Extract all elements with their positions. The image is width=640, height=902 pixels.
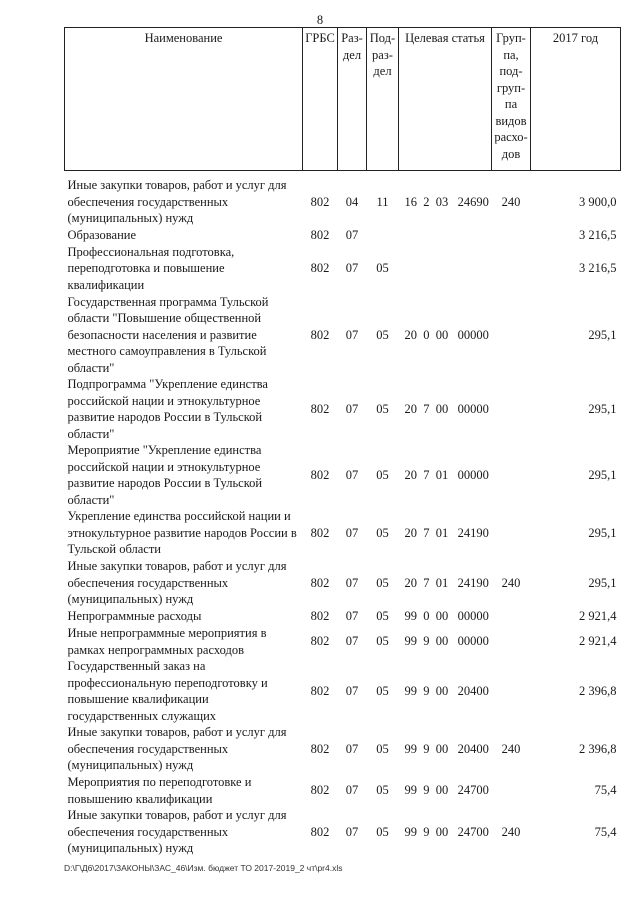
row-subsection: 05: [376, 261, 389, 276]
row-group: [492, 608, 531, 625]
row-amount: 75,4: [594, 783, 617, 798]
row-target: 20 7 00 00000: [404, 401, 489, 416]
row-target: 16 2 03 24690: [404, 194, 489, 209]
table-row: [65, 171, 621, 227]
table-row: [65, 625, 621, 658]
table-row: [65, 508, 621, 558]
row-target: 99 9 00 20400: [404, 683, 489, 698]
row-grbs: 802: [310, 525, 330, 540]
row-group: [492, 376, 531, 442]
row-name: Образование: [67, 227, 137, 242]
row-target: 99 9 00 20400: [404, 741, 489, 756]
row-target: 20 7 01 00000: [404, 467, 489, 482]
table-row: [65, 376, 621, 442]
row-section: 07: [345, 525, 359, 540]
row-subsection: 05: [376, 575, 389, 590]
row-amount: 3 216,5: [579, 261, 617, 276]
row-section: 07: [345, 824, 359, 839]
row-grbs: 802: [310, 609, 330, 624]
row-subsection: [367, 227, 399, 244]
row-amount: 75,4: [594, 824, 617, 839]
table-row: [65, 774, 621, 807]
row-subsection: 05: [376, 525, 389, 540]
row-grbs: 802: [310, 634, 330, 649]
row-target: [399, 244, 492, 294]
page-number: 8: [316, 13, 324, 27]
row-group: [492, 774, 531, 807]
row-section: 07: [345, 783, 359, 798]
row-name: Иные закупки товаров, работ и услуг для обеспечения государственных (муниципальных) нужд: [67, 808, 287, 856]
row-group: [492, 442, 531, 508]
row-grbs: 802: [310, 824, 330, 839]
row-section: 07: [345, 467, 359, 482]
row-grbs: 802: [310, 575, 330, 590]
row-section: 07: [345, 401, 359, 416]
table-row: [65, 608, 621, 625]
row-amount: 295,1: [588, 575, 617, 590]
row-amount: 295,1: [588, 525, 617, 540]
row-subsection: 05: [376, 783, 389, 798]
row-amount: 295,1: [588, 327, 617, 342]
row-amount: 295,1: [588, 467, 617, 482]
row-section: 07: [345, 741, 359, 756]
row-target: 99 9 00 24700: [404, 783, 489, 798]
row-amount: 2 396,8: [579, 683, 617, 698]
header-name: Наименование: [65, 28, 303, 171]
row-name: Иные закупки товаров, работ и услуг для обеспечения государственных (муниципальных) нужд: [67, 725, 287, 773]
row-subsection: 05: [376, 609, 389, 624]
row-grbs: 802: [310, 327, 330, 342]
header-section-display: Раз- дел: [341, 31, 363, 62]
row-name: Подпрограмма "Укрепление единства российской нации и этнокультурное развитие народов России в Тульской области": [67, 377, 268, 441]
header-grbs: ГРБС: [303, 28, 338, 171]
row-amount: 2 396,8: [579, 741, 617, 756]
file-path-footer: D:\Г\Д6\2017\ЗАКОНЫ\ЗАС_46\Изм. бюджет ТО 2017-2019_2 чт\pr4.xls: [64, 863, 343, 873]
row-subsection: 05: [376, 634, 389, 649]
row-grbs: 802: [310, 683, 330, 698]
header-group-display: Груп- па, под- груп- па видов расхо- дов: [494, 31, 528, 161]
row-name: Иные закупки товаров, работ и услуг для обеспечения государственных (муниципальных) нужд: [67, 559, 287, 607]
row-target: 99 9 00 00000: [404, 634, 489, 649]
header-subsection-display: Под- раз- дел: [369, 31, 396, 78]
row-group: [492, 508, 531, 558]
row-section: 07: [345, 261, 359, 276]
table-row: [65, 442, 621, 508]
row-subsection: 05: [376, 327, 389, 342]
row-amount: 3 900,0: [579, 194, 617, 209]
row-group: 240: [501, 575, 521, 590]
row-section: 07: [345, 327, 359, 342]
row-name: Профессиональная подготовка, переподготовка и повышение квалификации: [67, 244, 235, 292]
row-section: 07: [345, 227, 359, 242]
row-target: 20 0 00 00000: [404, 327, 489, 342]
row-name: Иные непрограммные мероприятия в рамках непрограммных расходов: [67, 626, 267, 657]
header-target: Целевая статья: [399, 28, 492, 171]
row-name: Иные закупки товаров, работ и услуг для обеспечения государственных (муниципальных) нужд: [67, 178, 287, 225]
row-group: [492, 294, 531, 377]
row-name: Мероприятие "Укрепление единства российской нации и этнокультурное развитие народов России в Тульской области": [67, 443, 263, 507]
row-subsection: 05: [376, 683, 389, 698]
row-target: [399, 227, 492, 244]
row-group: 240: [501, 194, 521, 209]
header-subsection: [367, 28, 399, 171]
row-subsection: 05: [376, 401, 389, 416]
row-group: [492, 244, 531, 294]
budget-table: [64, 27, 621, 857]
table-row: [65, 227, 621, 244]
table-row: [65, 558, 621, 608]
table-row: [65, 658, 621, 724]
table-row: [65, 294, 621, 377]
row-section: 07: [345, 634, 359, 649]
row-target: 20 7 01 24190: [404, 575, 489, 590]
row-section: 04: [345, 194, 359, 209]
row-name: Непрограммные расходы: [67, 609, 202, 624]
row-grbs: 802: [310, 783, 330, 798]
header-section: [338, 28, 367, 171]
row-grbs: 802: [310, 261, 330, 276]
row-name: Государственная программа Тульской области "Повышение общественной безопасности населения и развитие местного самоуправления в Тульской области": [67, 294, 269, 375]
row-group: 240: [501, 741, 521, 756]
row-name: Укрепление единства российской нации и этнокультурное развитие народов России в Тульской области: [67, 509, 297, 557]
table-row: [65, 724, 621, 774]
row-section: 07: [345, 683, 359, 698]
table-header-row: [65, 28, 621, 171]
row-name: Мероприятия по переподготовке и повышению квалификации: [67, 775, 252, 806]
row-grbs: 802: [310, 227, 330, 242]
row-amount: 295,1: [588, 401, 617, 416]
row-target: 99 9 00 24700: [404, 824, 489, 839]
row-target: 20 7 01 24190: [404, 525, 489, 540]
row-subsection: 05: [376, 824, 389, 839]
row-target: 99 0 00 00000: [404, 609, 489, 624]
row-amount: 2 921,4: [579, 609, 617, 624]
row-group: [492, 658, 531, 724]
row-subsection: 05: [376, 741, 389, 756]
row-group: [492, 625, 531, 658]
row-section: 07: [345, 575, 359, 590]
row-grbs: 802: [310, 467, 330, 482]
row-amount: 2 921,4: [579, 634, 617, 649]
row-grbs: 802: [310, 741, 330, 756]
row-grbs: 802: [310, 401, 330, 416]
table-body: [65, 171, 621, 858]
row-subsection: 11: [376, 194, 389, 209]
row-group: 240: [501, 824, 521, 839]
row-section: 07: [345, 609, 359, 624]
row-subsection: 05: [376, 467, 389, 482]
header-group: [492, 28, 531, 171]
row-amount: 3 216,5: [579, 227, 617, 242]
table-row: [65, 807, 621, 857]
header-year: 2017 год: [531, 28, 621, 171]
row-grbs: 802: [310, 194, 330, 209]
table-row: [65, 244, 621, 294]
row-group: [492, 227, 531, 244]
row-name: Государственный заказ на профессиональную переподготовку и повышение квалификации государственных служащих: [67, 659, 268, 723]
